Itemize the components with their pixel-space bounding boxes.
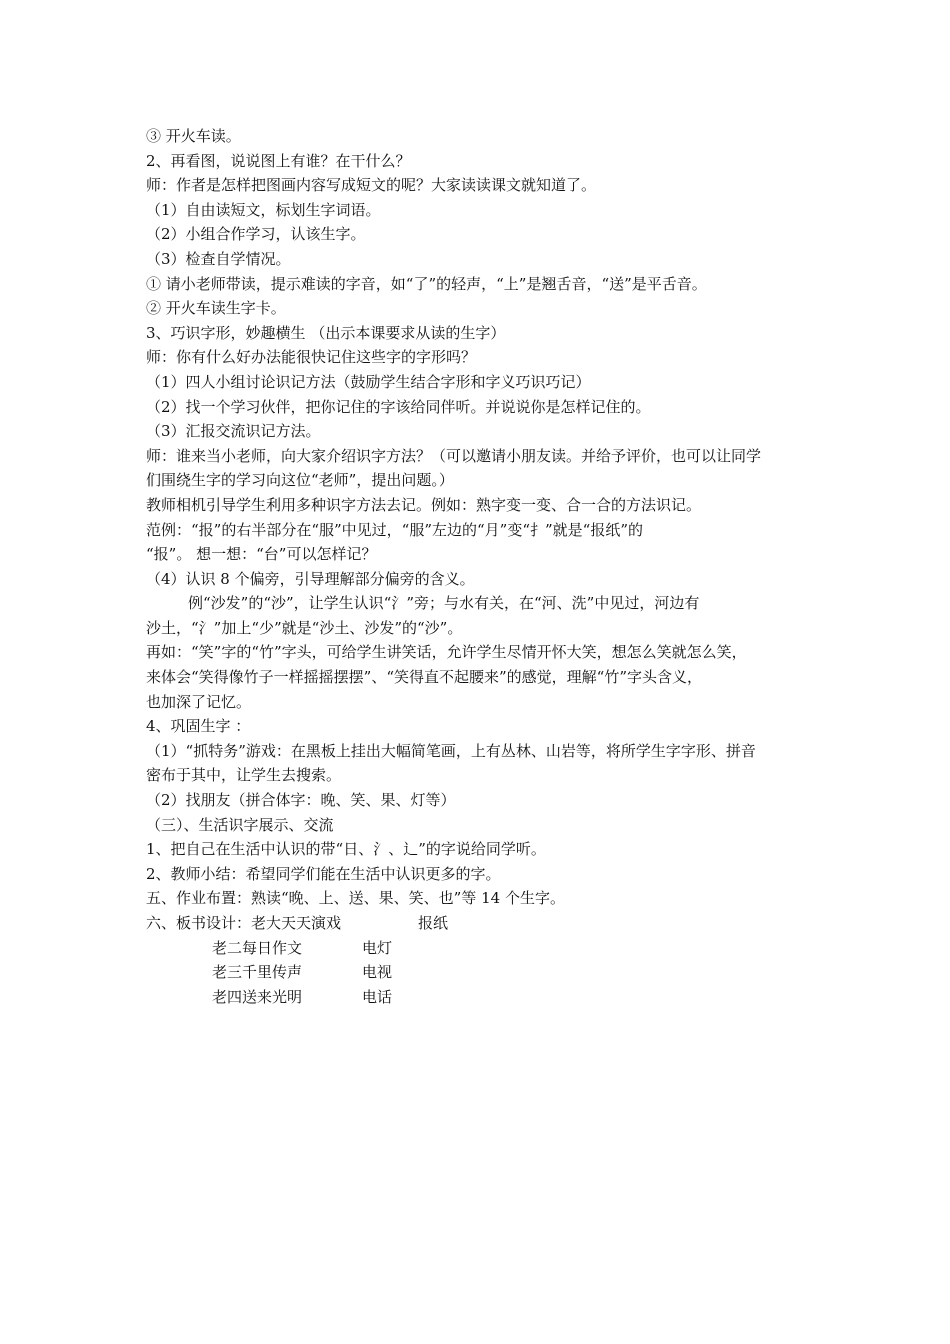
board-design-left: 老四送来光明 [212, 987, 303, 1006]
board-design-right: 电话 [362, 987, 393, 1006]
text-line: 再如：“笑”字的“竹”字头，可给学生讲笑话，允许学生尽情开怀大笑，想怎么笑就怎么笑， [146, 643, 747, 662]
text-line: （1）“抓特务”游戏：在黑板上挂出大幅简笔画，上有丛林、山岩等，将所学生字字形、拼音 [146, 741, 756, 760]
text-line: （3）汇报交流识记方法。 [146, 422, 321, 441]
text-line: （2）找一个学习伙伴，把你记住的字该给同伴听。并说说你是怎样记住的。 [146, 397, 651, 416]
text-line: （4）认识 8 个偏旁，引导理解部分偏旁的含义。 [146, 569, 475, 588]
section-heading: 2、再看图，说说图上有谁？在干什么？ [146, 151, 411, 170]
text-line: 们围绕生字的学习向这位“老师”，提出问题。） [146, 471, 454, 490]
text-line: “报”。 想一想：“台”可以怎样记？ [146, 545, 377, 564]
board-design-right: 电灯 [362, 938, 393, 957]
board-design-heading: 六、板书设计：老大天天演戏 [146, 914, 342, 932]
text-line: 2、教师小结：希望同学们能在生活中认识更多的字。 [146, 864, 501, 883]
text-line: ② 开火车读生字卡。 [146, 299, 286, 318]
text-line: （3）检查自学情况。 [146, 249, 291, 268]
section-heading: 3、巧识字形，妙趣横生 （出示本课要求从读的生字） [146, 323, 506, 342]
text-line-indented: 例“沙发”的“沙”，让学生认识“氵”旁；与水有关，在“河、洗”中见过，河边有 [188, 594, 700, 613]
text-line: 沙土，“氵”加上“少”就是“沙土、沙发”的“沙”。 [146, 618, 463, 637]
section-heading: 4、巩固生字 ： [146, 717, 251, 736]
board-design-left: 老二每日作文 [212, 938, 303, 957]
board-design-right: 电视 [362, 963, 393, 982]
text-line: 1、把自己在生活中认识的带“日、氵、辶”的字说给同学听。 [146, 840, 546, 859]
board-design-row [146, 936, 816, 961]
text-line: （2）小组合作学习，认该生字。 [146, 225, 366, 244]
text-line: 来体会“笑得像竹子一样摇摇摆摆”、“笑得直不起腰来”的感觉，理解“竹”字头含义， [146, 668, 703, 687]
document-body [146, 124, 816, 1009]
board-design-heading-row [146, 911, 816, 936]
text-line: （1）四人小组讨论识记方法（鼓励学生结合字形和字义巧识巧记） [146, 372, 591, 391]
text-line: 范例：“报”的右半部分在“服”中见过，“服”左边的“月”变“扌”就是“报纸”的 [146, 520, 644, 539]
text-line: 教师相机引导学生利用多种识字方法去记。例如：熟字变一变、合一合的方法识记。 [146, 495, 702, 514]
text-line: 师：作者是怎样把图画内容写成短文的呢？大家读读课文就知道了。 [146, 176, 597, 195]
board-design-row [146, 960, 816, 985]
section-heading: 五、作业布置：熟读“晚、上、送、果、笑、也”等 14 个生字。 [146, 889, 565, 908]
text-line: 密布于其中，让学生去搜索。 [146, 766, 342, 785]
text-line: （1）自由读短文，标划生字词语。 [146, 200, 381, 219]
text-line: 也加深了记忆。 [146, 692, 252, 711]
text-line: ③ 开火车读。 [146, 127, 241, 145]
text-line: ① 请小老师带读，提示难读的字音，如“了”的轻声，“上”是翘舌音，“送”是平舌音。 [146, 274, 707, 293]
section-heading: （三）、生活识字展示、交流 [146, 815, 334, 834]
text-line: 师：你有什么好办法能很快记住这些字的字形吗？ [146, 348, 477, 367]
board-design-left: 老三千里传声 [212, 963, 303, 982]
board-design-row [146, 985, 816, 1010]
board-design-heading-right: 报纸 [418, 914, 449, 932]
text-line: （2）找朋友（拼合体字：晚、笑、果、灯等） [146, 791, 456, 810]
text-line: 师：谁来当小老师，向大家介绍识字方法？（可以邀请小朋友读。并给予评价，也可以让同学 [146, 446, 762, 465]
